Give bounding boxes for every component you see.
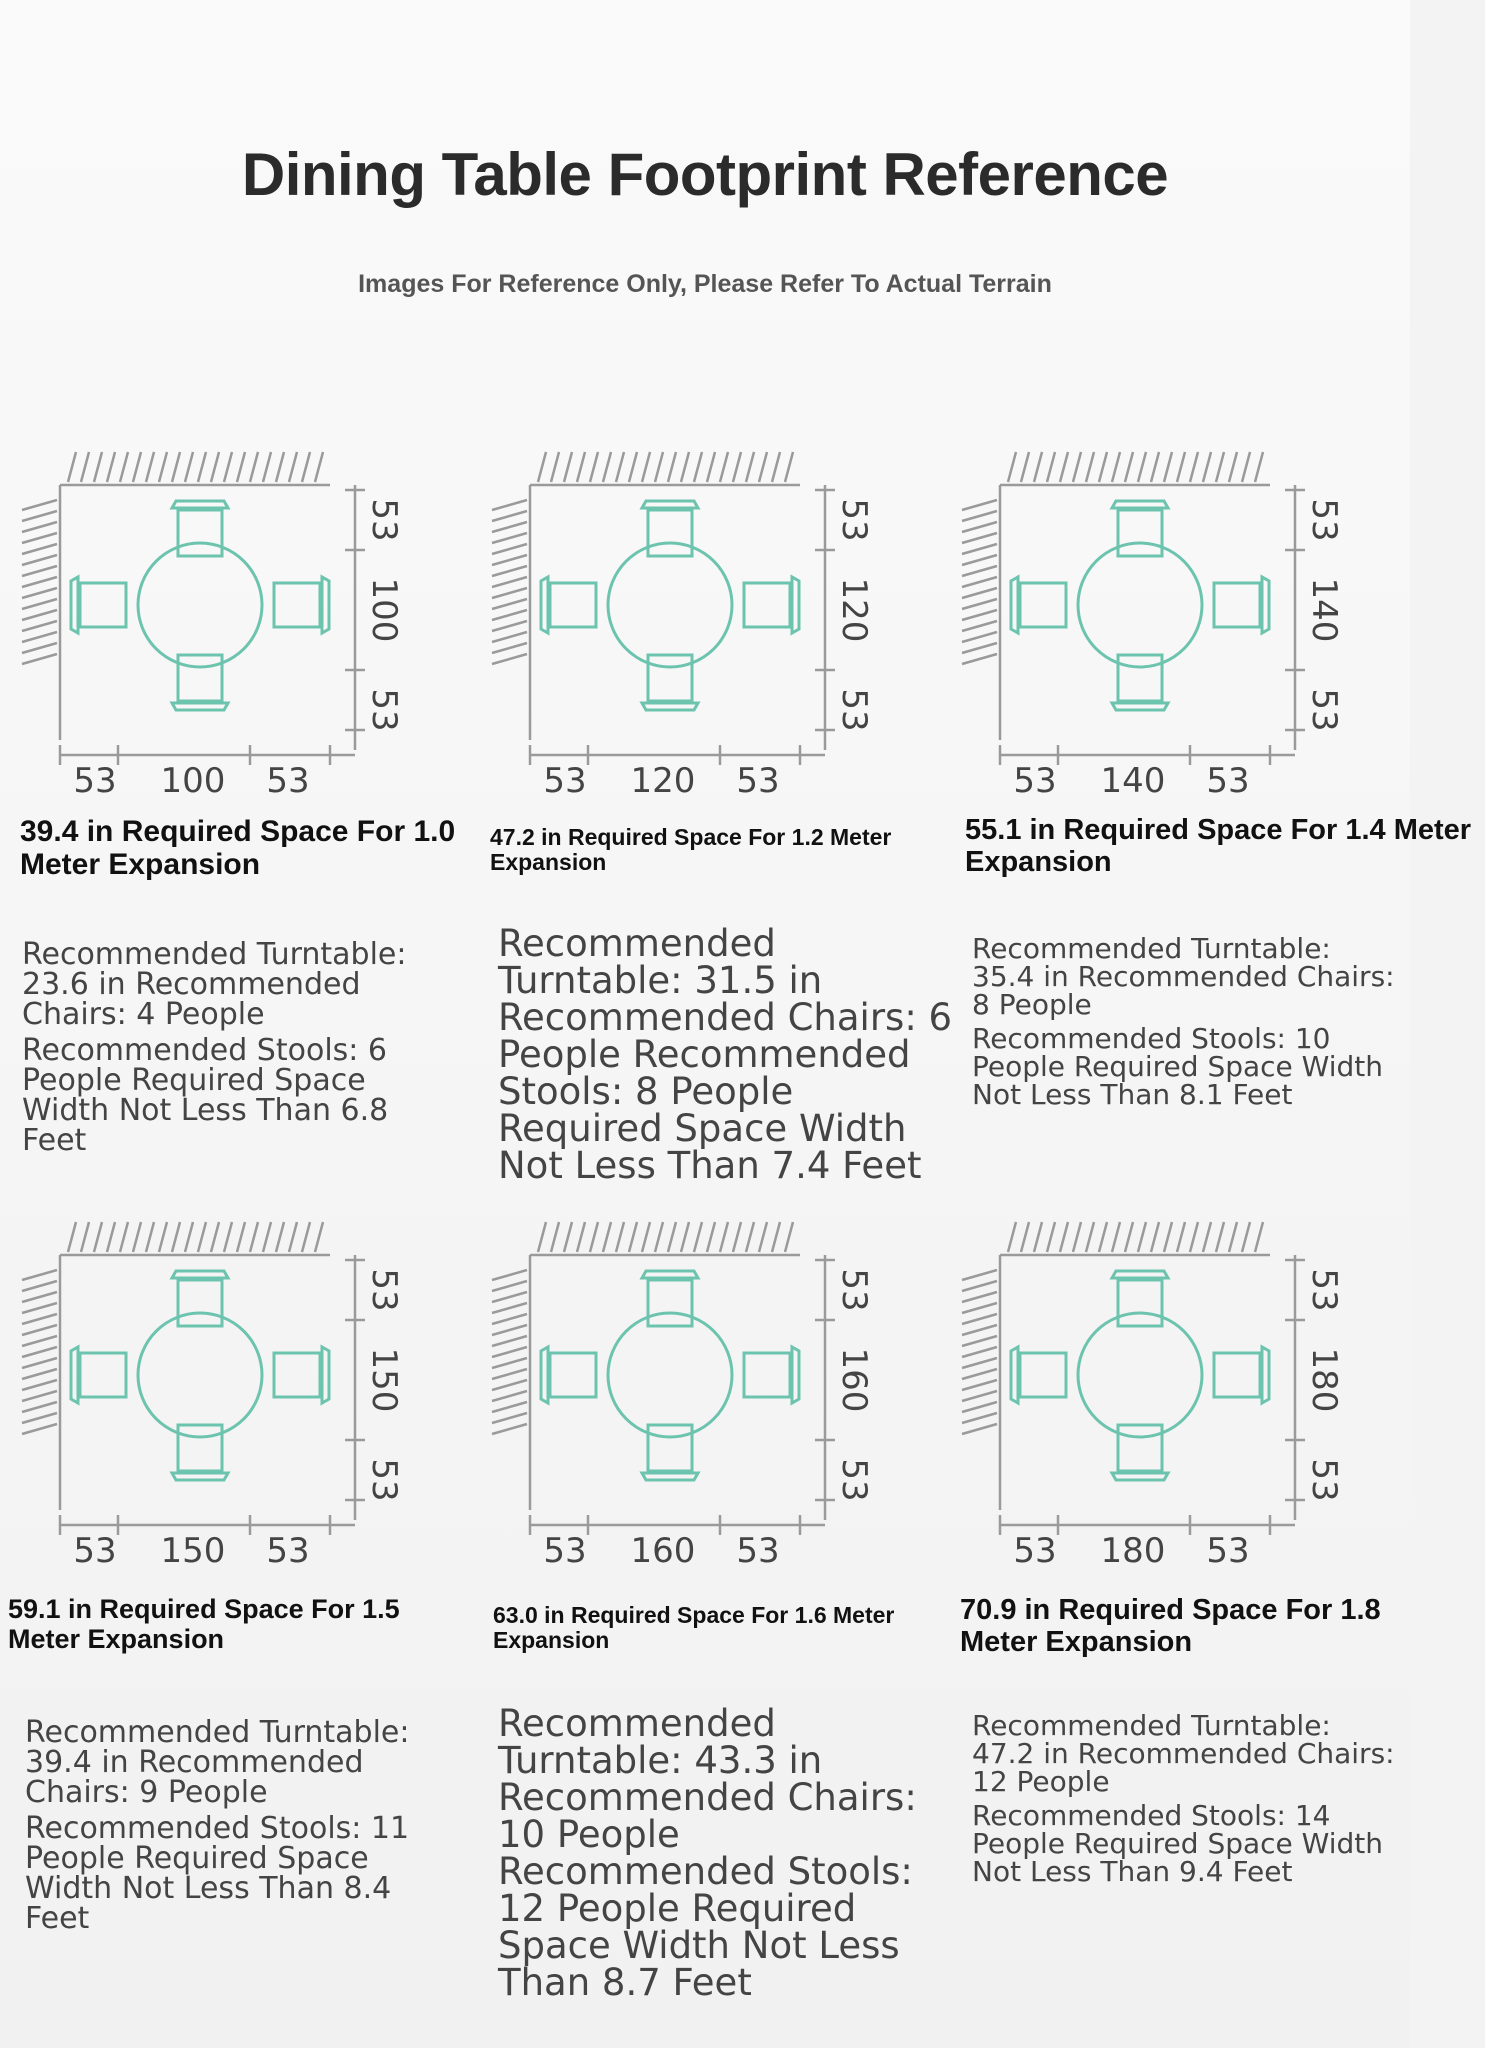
recommendation-text-1: Recommended Turntable: 39.4 in Recommended Chairs: 9 People [25, 1715, 410, 1810]
footprint-diagram [0, 1200, 470, 1580]
bottom-dim-right: 53 [1206, 761, 1250, 801]
footprint-diagram [940, 1200, 1410, 1580]
table-with-chairs [1011, 1271, 1269, 1480]
chair-right [1214, 1347, 1269, 1403]
required-space-heading-3: 55.1 in Required Space For 1.4 Meter Expansion [965, 814, 1472, 878]
bottom-dim-left: 53 [543, 761, 587, 801]
round-table-top [608, 1313, 732, 1437]
left-wall-hatch [492, 1270, 527, 1434]
chair-left [1011, 1347, 1066, 1403]
recommendation-text-1: Recommended Turntable: 31.5 in Recommended Chairs: 6 People Recommended Stools: 8 People Required Space Width Not Less Than 7.4 Feet [498, 922, 953, 1187]
side-dim-middle: 120 [834, 577, 874, 643]
side-dim-middle: 150 [364, 1347, 404, 1413]
bottom-dim-left: 53 [1013, 761, 1057, 801]
bottom-dim-right: 53 [266, 761, 310, 801]
side-dimension-line [345, 1255, 365, 1520]
required-space-heading-1: 39.4 in Required Space For 1.0 Meter Expansion [20, 815, 456, 881]
bottom-dim-left: 53 [543, 1531, 587, 1571]
bottom-dim-middle: 140 [1100, 761, 1166, 801]
bottom-dim-right: 53 [266, 1531, 310, 1571]
side-dim-bottom: 53 [364, 688, 404, 732]
side-dimension-line [815, 1255, 835, 1520]
side-dim-middle: 180 [1304, 1347, 1344, 1413]
page-subtitle: Images For Reference Only, Please Refer To Actual Terrain [358, 270, 1052, 298]
side-dim-middle: 100 [364, 577, 404, 643]
bottom-dim-middle: 150 [160, 1531, 226, 1571]
required-space-heading-4: 59.1 in Required Space For 1.5 Meter Expansion [8, 1594, 400, 1654]
side-dim-bottom: 53 [364, 1458, 404, 1502]
round-table-top [1078, 1313, 1202, 1437]
recommendation-info [25, 1715, 455, 1940]
round-table-top [138, 1313, 262, 1437]
bottom-dim-right: 53 [736, 1531, 780, 1571]
bottom-dim-right: 53 [736, 761, 780, 801]
table-footprint-panel-5 [470, 0, 940, 2048]
required-space-heading-2: 47.2 in Required Space For 1.2 Meter Expansion [490, 824, 892, 876]
required-space-heading-5: 63.0 in Required Space For 1.6 Meter Expansion [493, 1602, 895, 1654]
table-footprint-panel-4 [0, 0, 470, 2048]
table-with-chairs [71, 1271, 329, 1480]
recommendation-info [498, 1702, 968, 2007]
page-title: Dining Table Footprint Reference [241, 141, 1169, 208]
side-dim-top: 53 [1304, 498, 1344, 542]
chair-right [274, 1347, 329, 1403]
side-dim-middle: 140 [1304, 577, 1344, 643]
left-wall-hatch [962, 1270, 997, 1434]
bottom-dim-middle: 100 [160, 761, 226, 801]
side-dim-bottom: 53 [834, 688, 874, 732]
bottom-dim-left: 53 [73, 761, 117, 801]
recommendation-text-1: Recommended Turntable: 23.6 in Recommended Chairs: 4 People [22, 937, 407, 1032]
side-dim-top: 53 [364, 498, 404, 542]
footprint-diagram [470, 1200, 940, 1580]
table-with-chairs [541, 1271, 799, 1480]
bottom-dim-middle: 180 [1100, 1531, 1166, 1571]
recommendation-text-2: Recommended Stools: 11 People Required Space Width Not Less Than 8.4 Feet [25, 1811, 410, 1936]
left-wall-hatch [22, 1270, 57, 1434]
chair-left [541, 1347, 596, 1403]
side-dim-bottom: 53 [834, 1458, 874, 1502]
required-space-heading-6: 70.9 in Required Space For 1.8 Meter Expansion [960, 1594, 1381, 1658]
table-footprint-panel-6 [940, 0, 1410, 2048]
chair-left [71, 1347, 126, 1403]
recommendation-info [972, 1709, 1402, 1892]
side-dim-bottom: 53 [1304, 688, 1344, 732]
recommendation-text-2: Recommended Stools: 14 People Required Space Width Not Less Than 9.4 Feet [972, 1799, 1384, 1888]
recommendation-text-2: Recommended Stools: 6 People Required Space Width Not Less Than 6.8 Feet [22, 1033, 389, 1158]
side-dim-top: 53 [834, 498, 874, 542]
side-dim-top: 53 [834, 1268, 874, 1312]
top-wall-hatch [538, 1222, 793, 1252]
recommendation-text-1: Recommended Turntable: 43.3 in Recommended Chairs: 10 People Recommended Stools: 12 People Required Space Width Not Less Than 8.7 Feet [498, 1702, 917, 2004]
bottom-dim-right: 53 [1206, 1531, 1250, 1571]
top-wall-hatch [1008, 1222, 1263, 1252]
bottom-dim-left: 53 [73, 1531, 117, 1571]
side-dim-top: 53 [364, 1268, 404, 1312]
chair-right [744, 1347, 799, 1403]
side-dim-top: 53 [1304, 1268, 1344, 1312]
side-dim-middle: 160 [834, 1347, 874, 1413]
recommendation-text-1: Recommended Turntable: 35.4 in Recommended Chairs: 8 People [972, 932, 1395, 1021]
bottom-dim-middle: 160 [630, 1531, 696, 1571]
side-dim-bottom: 53 [1304, 1458, 1344, 1502]
bottom-dim-left: 53 [1013, 1531, 1057, 1571]
side-dimension-line [1285, 1255, 1305, 1520]
recommendation-text-2: Recommended Stools: 10 People Required Space Width Not Less Than 8.1 Feet [972, 1022, 1384, 1111]
recommendation-text-1: Recommended Turntable: 47.2 in Recommended Chairs: 12 People [972, 1709, 1395, 1798]
bottom-dim-middle: 120 [630, 761, 696, 801]
top-wall-hatch [68, 1222, 323, 1252]
